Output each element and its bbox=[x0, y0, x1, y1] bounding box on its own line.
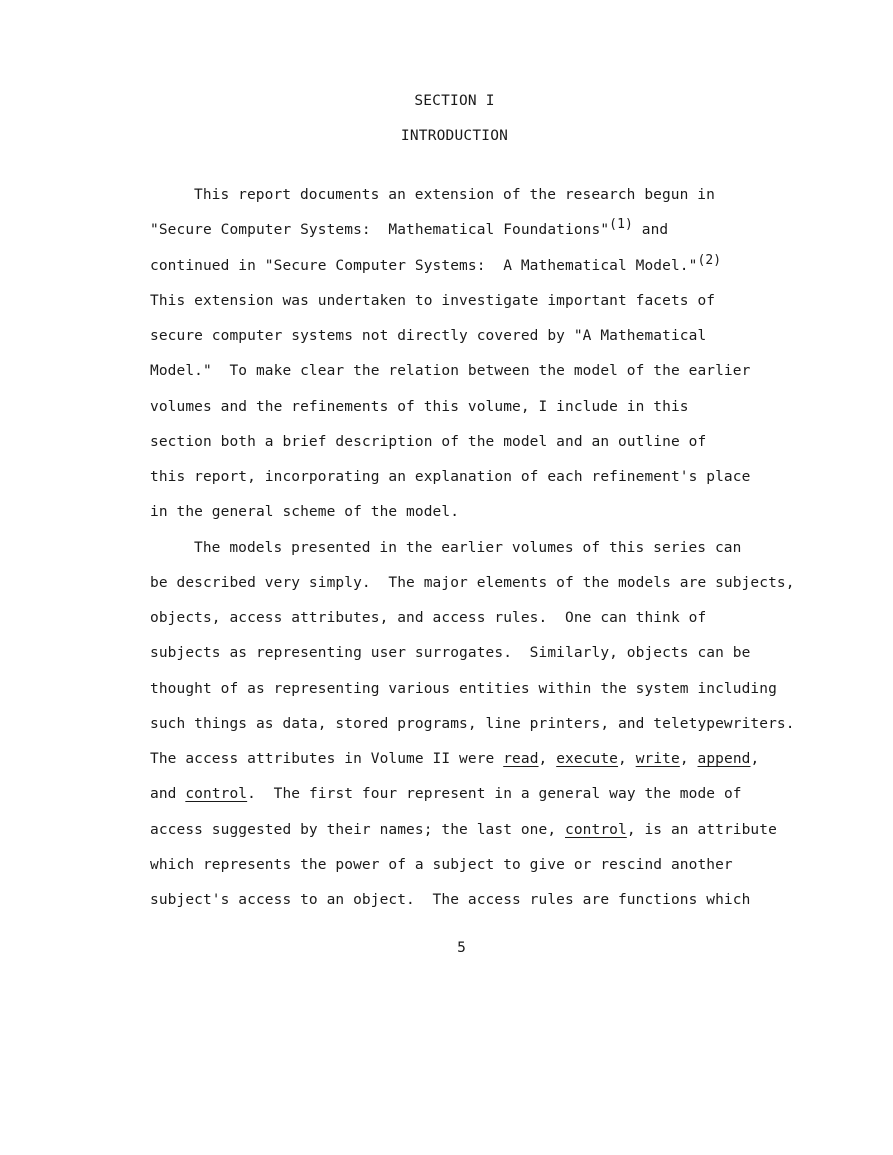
body-text bbox=[150, 178, 850, 918]
text-run: and bbox=[150, 786, 186, 803]
paragraph2-line2: be described very simply. The major elements of the models are subjects, bbox=[150, 574, 795, 591]
paragraph2-line3: objects, access attributes, and access rules. One can think of bbox=[150, 610, 707, 626]
paragraph1-line9: this report, incorporating an explanation of each refinement's place bbox=[150, 469, 751, 485]
paragraph1-line4: This extension was undertaken to investigate important facets of bbox=[150, 292, 716, 309]
text-run: , bbox=[538, 751, 557, 767]
paragraph2-line11: subject's access to an object. The access rules are functions which bbox=[150, 892, 751, 908]
term-control: control bbox=[185, 786, 248, 803]
text-run: , bbox=[750, 751, 760, 767]
text-run: , is an attribute bbox=[626, 821, 777, 838]
page-number: 5 bbox=[457, 940, 466, 956]
footnote-ref-1: (1) bbox=[609, 217, 633, 233]
term-execute: execute bbox=[556, 751, 619, 767]
paragraph1-line7: volumes and the refinements of this volume, I include in this bbox=[150, 398, 689, 415]
paragraph1-line3 bbox=[150, 249, 850, 284]
paragraph1-line5: secure computer systems not directly covered by "A Mathematical bbox=[150, 328, 707, 344]
section-label: SECTION I bbox=[414, 93, 495, 109]
paragraph2-line8 bbox=[150, 777, 850, 812]
text-run: . The first four represent in a general way the mode of bbox=[247, 786, 742, 803]
text-run: , bbox=[618, 751, 636, 767]
paragraph2-line10: which represents the power of a subject to give or rescind another bbox=[150, 856, 733, 873]
text-run: access suggested by their names; the last one, bbox=[150, 821, 565, 838]
paragraph2-line6: such things as data, stored programs, line printers, and teletypewriters. bbox=[150, 715, 795, 732]
paragraph2-line9 bbox=[150, 813, 850, 848]
paragraph1-line10: in the general scheme of the model. bbox=[150, 504, 460, 521]
text-run: The access attributes in Volume II were bbox=[150, 751, 504, 767]
text-run: "Secure Computer Systems: Mathematical Foundations" bbox=[150, 222, 610, 239]
paragraph2-line5: thought of as representing various entities within the system including bbox=[150, 680, 777, 697]
paragraph1-line6: Model." To make clear the relation between the model of the earlier bbox=[150, 363, 751, 380]
section-title: INTRODUCTION bbox=[400, 128, 509, 144]
text-run: continued in "Secure Computer Systems: A Mathematical Model." bbox=[150, 257, 698, 274]
paragraph1-line2 bbox=[150, 213, 850, 248]
term-append: append bbox=[697, 751, 751, 767]
term-control: control bbox=[565, 821, 627, 838]
paragraph2-line7 bbox=[150, 742, 850, 777]
term-read: read bbox=[503, 751, 539, 767]
paragraph2-line1: The models presented in the earlier volumes of this series can bbox=[194, 539, 742, 556]
paragraph2-line4: subjects as representing user surrogates. Similarly, objects can be bbox=[150, 645, 751, 662]
footnote-ref-2: (2) bbox=[697, 252, 722, 268]
term-write: write bbox=[635, 751, 680, 767]
text-run: , bbox=[679, 751, 698, 767]
paragraph1-line1: This report documents an extension of the research begun in bbox=[194, 187, 715, 203]
paragraph1-line8: section both a brief description of the model and an outline of bbox=[150, 433, 707, 450]
text-run: and bbox=[632, 222, 669, 239]
